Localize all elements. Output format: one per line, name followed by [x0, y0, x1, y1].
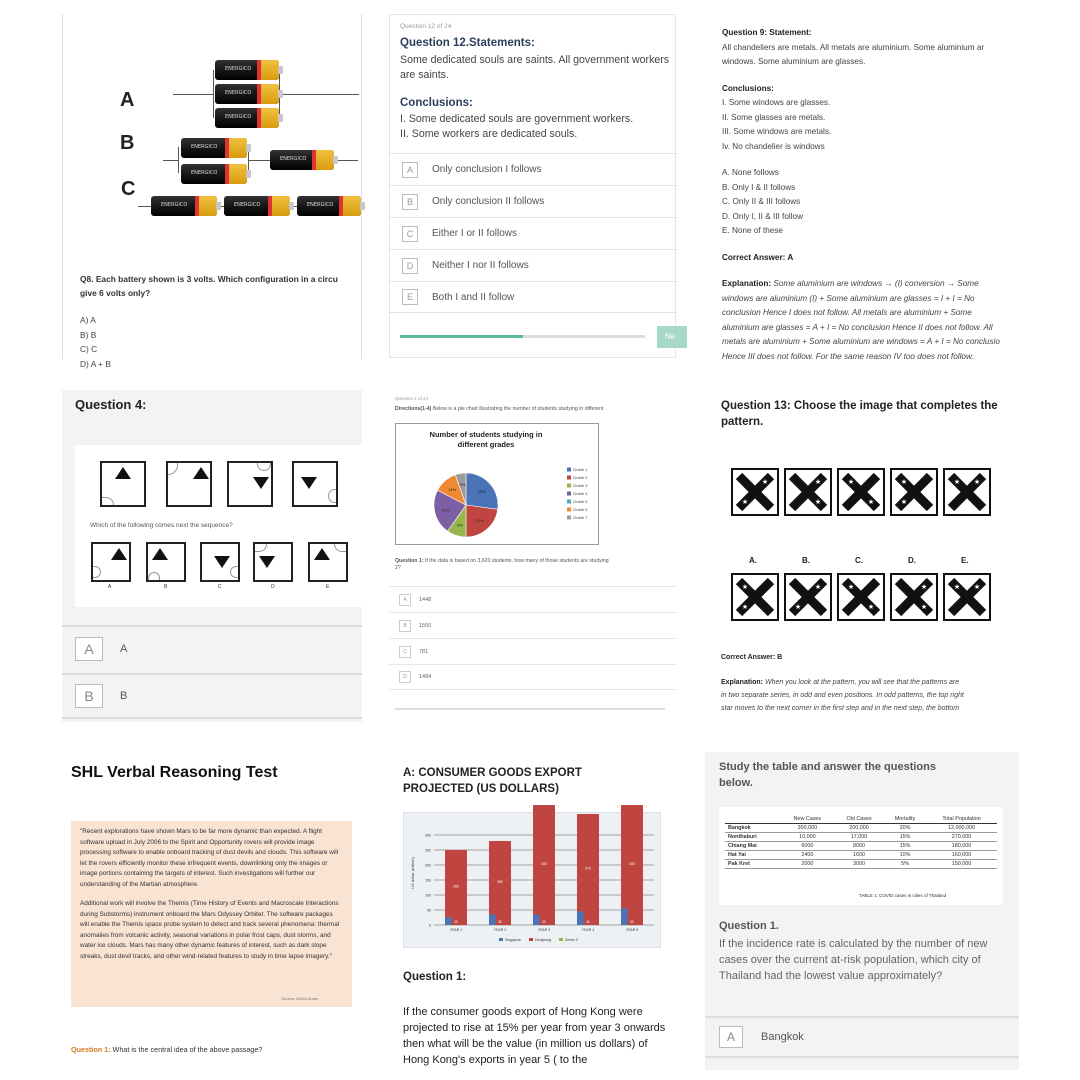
star-icon: ★: [847, 583, 855, 591]
star-icon: ★: [741, 583, 749, 591]
pie-chart-panel: [395, 423, 599, 545]
slice-label: 11%: [448, 486, 457, 492]
battery-a3: ENERGICO +: [215, 108, 279, 128]
answer-label: A.: [749, 556, 757, 565]
answer-option-d[interactable]: D Neither I nor II follows: [390, 249, 677, 281]
battery-question-card: [62, 14, 362, 369]
table-cell: 5%: [884, 860, 926, 869]
explanation-line: windows are aluminium (I) + Some aluminium are glasses = I + I = No: [722, 293, 975, 303]
legend-swatch: [567, 476, 571, 480]
answer-option-a[interactable]: A 1448: [389, 586, 676, 612]
table-cell: 2000: [781, 860, 835, 869]
table-cell: 10%: [884, 851, 926, 860]
answer-label: C.: [855, 556, 863, 565]
table-cell: 17,000: [834, 833, 884, 842]
column-header: Total Population: [926, 815, 997, 824]
label-a: A: [120, 89, 135, 111]
answer-label: E: [326, 584, 330, 590]
bar-singapore: [445, 918, 452, 926]
passage-source: Source: NASA Ames: [281, 995, 318, 1001]
column-header: [725, 815, 781, 824]
star-icon: ★: [900, 478, 908, 486]
option-list: [80, 313, 111, 371]
battery-c3: ENERGICO +: [297, 196, 361, 216]
verbal-reasoning-card: [62, 752, 362, 1070]
table-cell: 15%: [884, 833, 926, 842]
conclusion-2: II. Some workers are dedicated souls.: [400, 128, 578, 140]
correct-answer: Correct Answer: B: [721, 654, 783, 661]
y-tick-label: 250: [425, 848, 431, 853]
answer-label: B: [164, 584, 168, 590]
table-cell: Hat Yai: [725, 851, 781, 860]
data-label: 35: [542, 920, 546, 924]
circuit-diagram: [63, 14, 363, 264]
passage-box: [71, 821, 352, 1007]
question-text: Q8. Each battery shown is 3 volts. Which configuration in a circu give 6 volts only?: [80, 274, 338, 298]
slice-label: 5%: [459, 482, 466, 488]
chart-heading: A: CONSUMER GOODS EXPORT PROJECTED (US DOLLARS): [403, 767, 582, 795]
bar-singapore: [577, 912, 584, 926]
question-title: Question 1:: [403, 971, 467, 983]
data-label: 35: [498, 920, 502, 924]
pattern-figure: [890, 573, 938, 621]
star-icon: ★: [953, 583, 961, 591]
pattern-figure: [784, 573, 832, 621]
legend-label: Hongkong: [535, 938, 551, 942]
question-text: If the consumer goods export of Hong Kong were projected to rise at 15% per year from year 3 onwards then what will be the value (in million us dollars) of Hong Kong's exports in year 5 ( to the: [403, 1006, 666, 1066]
x-tick-label: YEAR 2: [493, 928, 507, 932]
legend-swatch: [567, 492, 571, 496]
chart-title: Number of students studying in different grades: [429, 430, 543, 449]
pattern-sequence: [731, 468, 991, 520]
bar-singapore: [489, 915, 496, 926]
legend-label: Grade 7: [573, 515, 588, 520]
legend-swatch: [567, 500, 571, 504]
answer-label: D.: [908, 556, 916, 565]
page-title: SHL Verbal Reasoning Test: [71, 764, 278, 781]
y-tick-label: 100: [425, 893, 431, 898]
data-label: 55: [630, 920, 634, 924]
star-icon: ★: [953, 478, 961, 486]
legend-label: Grade 1: [573, 467, 588, 472]
x-tick-label: YEAR 4: [581, 928, 595, 932]
explanation-line: metals are aluminium + Some aluminium are windows = A + I = No conclusio: [722, 337, 1000, 346]
conclusions-title: Conclusions:: [400, 97, 473, 109]
option-a[interactable]: A) A: [80, 315, 96, 325]
directions-text: Directions(1-4) Below is a pie chart illustrating the number of students studying in different: [395, 406, 604, 412]
column-header: Old Cases: [834, 815, 884, 824]
y-tick-label: 300: [425, 833, 431, 838]
explanation-line: conclusion Hence I does not follow. All metals are aluminium + Some: [722, 308, 972, 317]
x-tick-label: YEAR 1: [449, 928, 463, 932]
table-caption: TABLE 1: COVID cases in cities of Thailand: [859, 893, 947, 898]
explanation-line: Hence III does not follow. For the same reason IV too does not follow.: [722, 351, 974, 361]
bar-chart-panel: [403, 812, 661, 948]
piechart-question-card: [389, 390, 676, 722]
slice-label: 21%: [441, 507, 450, 513]
column-header: Mortality: [884, 815, 926, 824]
table-cell: 15%: [884, 842, 926, 851]
question-text: Question 1: What is the central idea of the above passage?: [71, 1045, 263, 1054]
progress-fill: [400, 335, 523, 338]
table-row: [725, 842, 997, 851]
pattern-question-card: [707, 390, 1019, 722]
star-icon: ★: [973, 583, 981, 591]
legend-swatch: [529, 938, 533, 941]
y-tick-label: 50: [427, 908, 431, 913]
table-cell: 1600: [834, 851, 884, 860]
y-tick-label: 0: [429, 923, 431, 928]
legend-label: Grade 6: [573, 507, 588, 512]
battery-b2: ENERGICO +: [181, 164, 247, 184]
table-cell: Nonthaburi: [725, 833, 781, 842]
table-cell: 3000: [834, 860, 884, 869]
table-cell: 6000: [781, 842, 835, 851]
sequence-box: [292, 461, 338, 507]
star-icon: ★: [741, 603, 749, 611]
question-counter: Question 12 of 24: [400, 23, 452, 30]
legend-swatch: [567, 484, 571, 488]
star-icon: ★: [867, 498, 875, 506]
slice-label: 9%: [456, 522, 463, 528]
choice-c[interactable]: C. Only II & III follows: [722, 197, 801, 206]
legend-swatch: [499, 938, 503, 941]
answer-label: E.: [961, 556, 969, 565]
next-button[interactable]: Ne: [657, 326, 687, 348]
table-cell: 160,000: [926, 851, 997, 860]
pattern-figure: [731, 573, 779, 621]
star-icon: ★: [794, 603, 802, 611]
data-label: 370: [585, 866, 591, 871]
bar-chart: [404, 813, 662, 949]
passage-paragraph: "Recent explorations have shown Mars to be far more dynamic than expected. A flight software upload in July 2006 to the Spirit and Opportunity rovers will provide image processing software to enable onboard tracking of dust devils and clouds. This software will let the rovers efficiently monitor these infrequent events, downlinking only the images or image portions containing the targets of interest. Such investigations will further our understanding of the Martian atmosphere.: [80, 828, 339, 888]
explanation-line: Some aluminium are windows → (I) conversion → Some: [773, 279, 979, 288]
question-title: Question 4:: [75, 397, 147, 412]
syllogism-question-card: [707, 14, 1019, 359]
table-panel: [719, 807, 1003, 905]
battery-a1: ENERGICO +: [215, 60, 279, 80]
statements-question-card: [389, 14, 676, 358]
sequence-figure: [75, 445, 362, 607]
option-d[interactable]: D) A + B: [80, 358, 111, 369]
label-b: B: [120, 132, 135, 154]
explanation: Explanation: When you look at the pattern, you will see that the patterns are in two separate series, in odd and even positions. In odd patterns, the top right star moves to the next corner in the first step and in the next step, the bottom: [721, 679, 964, 712]
sequence-question-card: [62, 390, 362, 722]
answer-option-a[interactable]: A Only conclusion I follows: [390, 153, 677, 185]
explanation-line: aluminium are glasses = A + I = No conclusion Hence II does not follow. All: [722, 322, 993, 332]
answer-option-c[interactable]: C Either I or II follows: [390, 217, 677, 249]
table-cell: 12,000,000: [926, 824, 997, 833]
choice-b[interactable]: B. Only I & II follows: [722, 182, 796, 192]
sequence-box: [227, 461, 273, 507]
table-cell: 2400: [781, 851, 835, 860]
question-title: Question 9: Statement:: [722, 28, 812, 37]
y-tick-label: 200: [425, 863, 431, 868]
sequence-box: [166, 461, 212, 507]
answer-option-b[interactable]: B B: [62, 673, 362, 719]
star-icon: ★: [814, 498, 822, 506]
answer-option-a[interactable]: A Bangkok: [705, 1016, 1019, 1058]
table-cell: 270,000: [926, 833, 997, 842]
answer-label: C: [218, 584, 222, 590]
answer-label: D: [271, 584, 275, 590]
answer-option-d[interactable]: D 1484: [389, 664, 676, 690]
answer-option-b[interactable]: B Only conclusion II follows: [390, 185, 677, 217]
slice-label: 25%: [477, 488, 486, 494]
pie-chart: [396, 424, 600, 546]
label-c: C: [121, 178, 136, 200]
table-cell: 200,000: [834, 824, 884, 833]
table-cell: Bangkok: [725, 824, 781, 833]
y-axis-label: US dollar (million): [410, 857, 415, 889]
table-row: [725, 851, 997, 860]
answer-box-a[interactable]: [91, 542, 131, 582]
table-question-card: [705, 752, 1019, 1070]
column-header: New Cases: [781, 815, 835, 824]
star-icon: ★: [814, 583, 822, 591]
choice-e[interactable]: E. None of these: [722, 226, 783, 235]
table-cell: 20%: [884, 824, 926, 833]
x-tick-label: YEAR 3: [537, 928, 551, 932]
y-tick-label: 150: [425, 878, 431, 883]
pattern-figure: [731, 468, 779, 516]
table-cell: 300,000: [781, 824, 835, 833]
export-chart-card: [389, 752, 676, 1070]
question-title: Question 12.Statements:: [400, 37, 535, 49]
question-title: Question 13: Choose the image that completes the pattern.: [721, 400, 998, 428]
battery-c2: ENERGICO +: [224, 196, 290, 216]
statement-line-2: windows. Some aluminium are glasses.: [722, 57, 866, 66]
pattern-figure: [943, 468, 991, 516]
table-cell: 150,000: [926, 860, 997, 869]
conclusion-3: III. Some windows are metals.: [722, 127, 832, 136]
answer-option-b[interactable]: B 1550: [389, 612, 676, 638]
conclusions-title: Conclusions:: [722, 83, 774, 93]
pattern-figure: [784, 468, 832, 516]
data-table: [725, 815, 997, 869]
legend-swatch: [567, 508, 571, 512]
star-icon: ★: [920, 603, 928, 611]
table-cell: Chiang Mai: [725, 842, 781, 851]
star-icon: ★: [900, 498, 908, 506]
star-icon: ★: [973, 478, 981, 486]
sequence-box: [100, 461, 146, 507]
answer-figures: [731, 573, 991, 625]
data-label: 400: [541, 862, 547, 866]
slice-label: 21%: [475, 518, 484, 524]
data-label: 25: [454, 920, 458, 924]
battery-c1: ENERGICO +: [151, 196, 217, 216]
data-label: 45: [586, 920, 590, 924]
legend-label: Grade 2: [573, 475, 588, 480]
legend-label: Grade 5: [573, 499, 588, 504]
pattern-figure: [890, 468, 938, 516]
answer-label: A: [108, 584, 112, 590]
question-text: Question 1: If the data is based on 3,620 students, how many of those students are studying 2?: [395, 558, 609, 571]
legend-swatch: [567, 468, 571, 472]
progress-track: [400, 335, 645, 338]
passage-paragraph: Additional work will involve the Themis (Time History of Events and Macroscale Interactions during Substorms) instrument onboard the Mars Odyssey Orbiter. The software packages will enable the Themis space probe system to detect and track several phenomena: thermal anomalies from volcanic activity, seasonal variations in polar frost caps, dust storms, and water ice clouds. Mars has many other dynamic features of interest, such as dark slope streaks, dust devil tracks, and other wind-related features to study in time lapse imagery.": [80, 900, 340, 960]
bar-singapore: [621, 909, 628, 926]
conclusion-1: I. Some windows are glasses.: [722, 98, 831, 107]
sequence-prompt: Which of the following comes next the sequence?: [90, 522, 233, 529]
legend-swatch: [567, 516, 571, 520]
question-counter: Question 1 of 24: [395, 396, 429, 401]
conclusion-1: I. Some dedicated souls are government workers.: [400, 113, 634, 125]
legend-label: Series 3: [565, 938, 578, 942]
battery-b1: ENERGICO +: [181, 138, 247, 158]
star-icon: ★: [867, 603, 875, 611]
pattern-figure: [837, 468, 885, 516]
answer-box-e[interactable]: [308, 542, 348, 582]
table-row: [725, 860, 997, 869]
conclusion-2: II. Some glasses are metals.: [722, 112, 826, 122]
legend-label: Grade 3: [573, 483, 588, 488]
data-label: 280: [497, 880, 503, 884]
answer-box-d[interactable]: [253, 542, 293, 582]
table-row: [725, 824, 997, 833]
answer-option-a[interactable]: A A: [62, 625, 362, 671]
battery-a2: ENERGICO +: [215, 84, 279, 104]
choice-a[interactable]: A. None follows: [722, 168, 779, 177]
answer-option-e[interactable]: E Both I and II follow: [390, 281, 677, 313]
answer-box-b[interactable]: [146, 542, 186, 582]
question-title: Question 1.: [719, 920, 779, 932]
statement-line-1: All chandeliers are metals. All metals are aluminium. Some aluminium ar: [722, 42, 985, 52]
choice-d[interactable]: D. Only I, II & III follow: [722, 211, 803, 221]
progress-track: [395, 708, 665, 710]
table-cell: 8000: [834, 842, 884, 851]
explanation-label: Explanation:: [722, 279, 772, 288]
star-icon: ★: [761, 478, 769, 486]
answer-box-c[interactable]: [200, 542, 240, 582]
legend-label: Singapore: [505, 938, 521, 942]
question-text: If the incidence rate is calculated by the number of new cases over the current at-risk population, which city of Thailand had the lowest value approximately?: [719, 938, 988, 982]
table-cell: Pak Kret: [725, 860, 781, 869]
pattern-figure: [837, 573, 885, 621]
star-icon: ★: [741, 498, 749, 506]
correct-answer: Correct Answer: A: [722, 252, 794, 262]
table-cell: 10,000: [781, 833, 835, 842]
x-tick-label: YEAR 5: [625, 928, 639, 932]
answer-labels: [731, 556, 991, 568]
intro-text: Study the table and answer the questions below.: [719, 761, 936, 789]
option-c[interactable]: C) C: [80, 344, 98, 354]
data-label: 250: [453, 884, 459, 889]
conclusion-4: Iv. No chandelier is windows: [722, 141, 825, 151]
pattern-figure: [943, 573, 991, 621]
table-header-row: [725, 815, 997, 824]
table-row: [725, 833, 997, 842]
battery-b3: ENERGICO +: [270, 150, 334, 170]
star-icon: ★: [847, 478, 855, 486]
data-label: 400: [629, 862, 635, 866]
star-icon: ★: [920, 583, 928, 591]
bar-singapore: [533, 915, 540, 926]
answer-label: B.: [802, 556, 810, 565]
option-b[interactable]: B) B: [80, 329, 97, 340]
statement-text: Some dedicated souls are saints. All government workers are saints.: [400, 54, 670, 81]
star-icon: ★: [814, 478, 822, 486]
legend-swatch: [559, 938, 563, 941]
legend-label: Grade 4: [573, 491, 588, 496]
answer-option-c[interactable]: C 781: [389, 638, 676, 664]
table-cell: 180,000: [926, 842, 997, 851]
